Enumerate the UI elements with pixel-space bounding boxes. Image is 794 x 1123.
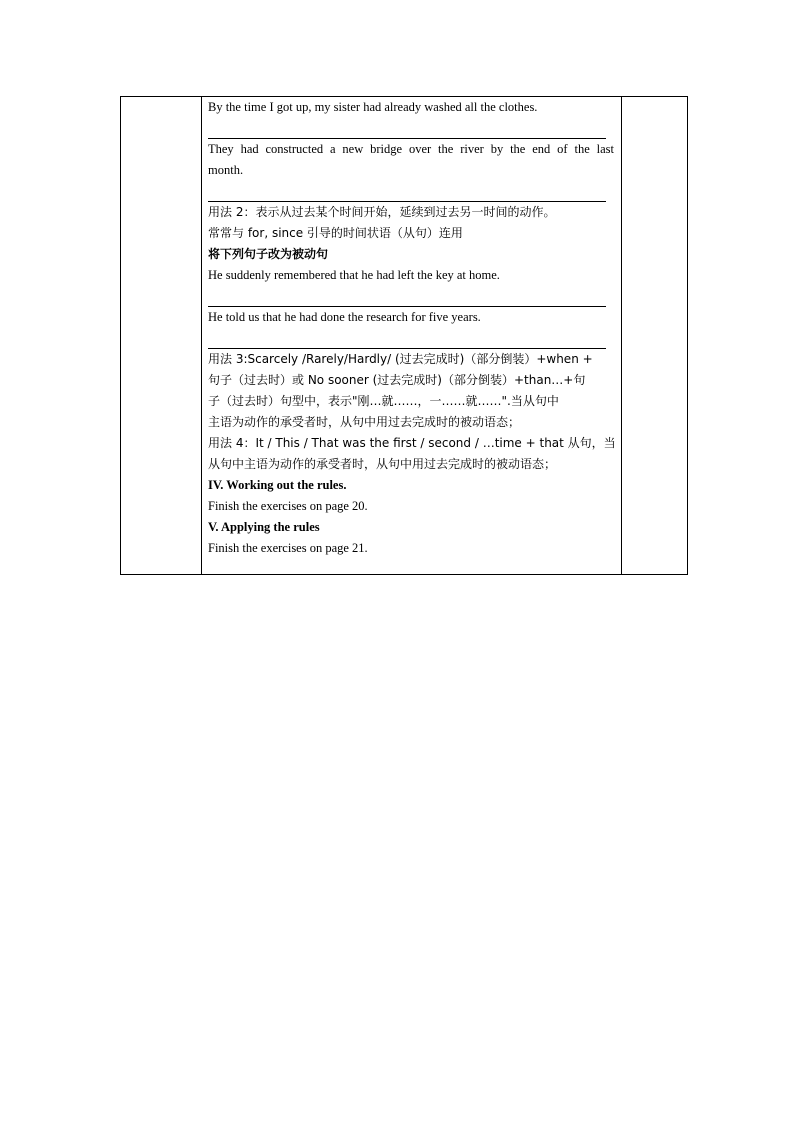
- usage-4-line-2: 从句中主语为动作的承受者时，从句中用过去完成时的被动语态；: [208, 457, 557, 471]
- sentence-3: He suddenly remembered that he had left the key at home.: [208, 268, 500, 282]
- usage-2-line-2: 常常与 for, since 引导的时间状语（从句）连用: [208, 226, 463, 240]
- section-v-text: Finish the exercises on page 21.: [208, 541, 368, 555]
- section-iv-title: IV. Working out the rules.: [208, 478, 347, 492]
- usage-3-line-1: 用法 3:Scarcely /Rarely/Hardly/ (过去完成时)（部分倒装）+when +: [208, 352, 593, 366]
- usage-4-line-1: 用法 4：It / This / That was the first / second / …time + that 从句，当: [208, 436, 616, 450]
- usage-3-line-3: 子（过去时）句型中，表示"刚…就……，一……就……".当从句中: [208, 394, 559, 408]
- answer-line[interactable]: [208, 286, 614, 307]
- column-divider: [201, 97, 202, 574]
- answer-line[interactable]: [208, 118, 614, 139]
- answer-line[interactable]: [208, 181, 614, 202]
- section-iv-text: Finish the exercises on page 20.: [208, 499, 368, 513]
- usage-3-line-4: 主语为动作的承受者时，从句中用过去完成时的被动语态；: [208, 415, 521, 429]
- column-divider: [621, 97, 622, 574]
- sentence-2-line-1: They had constructed a new bridge over the river by the end of the last: [208, 142, 614, 156]
- passive-heading: 将下列句子改为被动句: [208, 247, 329, 261]
- sentence-1: By the time I got up, my sister had already washed all the clothes.: [208, 100, 538, 114]
- content-cell: [208, 97, 614, 559]
- usage-2-line-1: 用法 2：表示从过去某个时间开始，延续到过去另一时间的动作。: [208, 205, 556, 219]
- usage-3-line-2: 句子（过去时）或 No sooner (过去完成时)（部分倒装）+than…+句: [208, 373, 586, 387]
- sentence-4: He told us that he had done the research for five years.: [208, 310, 481, 324]
- section-v-title: V. Applying the rules: [208, 520, 320, 534]
- lesson-table: [120, 96, 688, 575]
- answer-line[interactable]: [208, 328, 614, 349]
- sentence-2-line-2: month.: [208, 163, 244, 177]
